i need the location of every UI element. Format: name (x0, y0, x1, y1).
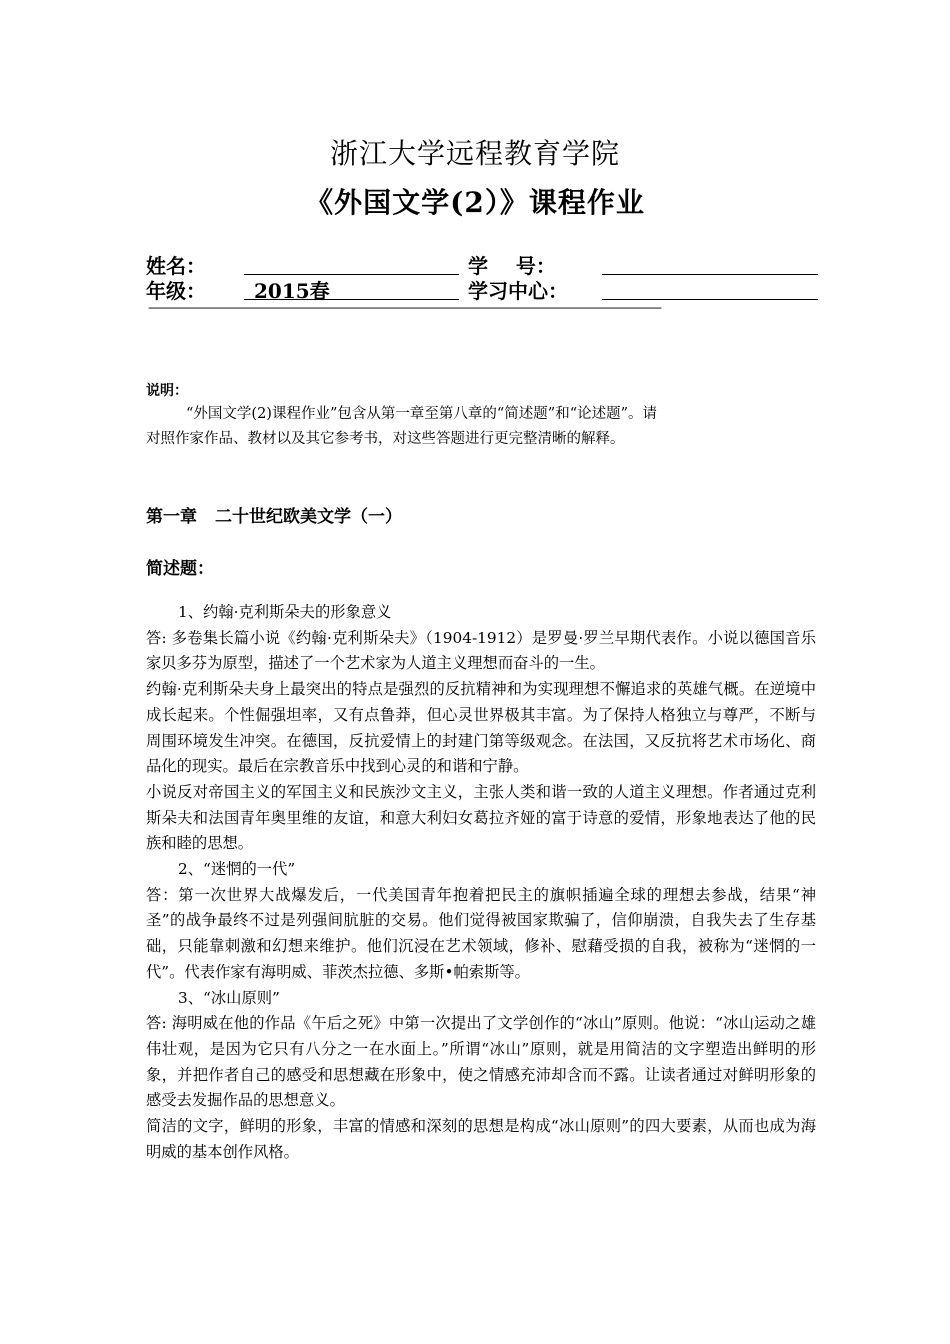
name-label: 姓名： (146, 254, 206, 278)
chapter-title: 二十世纪欧美文学（一） (215, 507, 402, 527)
dashed-divider: ————————————————————————————————————————— (148, 300, 661, 316)
answer-paragraph: 简洁的文字，鲜明的形象，丰富的情感和深刻的思想是构成“冰山原则”的四大要素，从而也成为海明威的基本创作风格。 (146, 1117, 816, 1161)
student-id-label: 学 号： (468, 254, 556, 278)
grade-value: 2015春 (254, 279, 330, 303)
institution-title: 浙江大学远程教育学院 (329, 137, 620, 170)
name-field[interactable] (244, 250, 459, 275)
answer-paragraph: 答: 海明威在他的作品《午后之死》中第一次提出了文学创作的“冰山”原则。他说：“冰山运动之雄伟壮观，是因为它只有八分之一在水面上。”所谓“冰山”原则，就是用简洁的文字塑造出鲜明的形象，并把作者自己的感受和思想藏在形象中，使之情感充沛却含而不露。让读者通过对鲜明形象的感受去发掘作品的思想意义。 (146, 1014, 816, 1110)
study-center-label: 学习中心： (468, 279, 568, 303)
answer-paragraph: 答: 多卷集长篇小说《约翰·克利斯朵夫》（1904-1912）是罗曼·罗兰早期代表作。小说以德国音乐家贝多芬为原型，描述了一个艺术家为人道主义理想而奋斗的一生。 (146, 628, 816, 673)
note-text (146, 402, 796, 452)
study-center-field[interactable] (602, 275, 818, 300)
grade-label: 年级： (146, 279, 206, 303)
question-title: 3、“冰山原则” (178, 988, 280, 1007)
name-row (146, 250, 826, 278)
grade-row (146, 275, 826, 303)
student-id-field[interactable] (602, 250, 818, 275)
course-title: 《外国文学(2）》课程作业 (305, 186, 645, 219)
chapter-heading (146, 502, 402, 527)
chapter-number: 第一章 (146, 507, 197, 527)
question-title: 1、约翰·克利斯朵夫的形象意义 (178, 603, 392, 621)
answer-paragraph: 答：第一次世界大战爆发后，一代美国青年抱着把民主的旗帜插遍全球的理想去参战，结果“神圣”的战争最终不过是列强间肮脏的交易。他们觉得被国家欺骗了，信仰崩溃，自我失去了生存基础，只能靠刺激和幻想来维护。他们沉浸在艺术领域，修补、慰藉受损的自我，被称为“迷惘的一代”。代表作家有海明威、菲茨杰拉德、多斯•帕索斯等。 (146, 885, 816, 981)
answers-body (146, 600, 816, 1165)
answer-paragraph: 约翰·克利斯朵夫身上最突出的特点是强烈的反抗精神和为实现理想不懈追求的英雄气概。在逆境中成长起来。个性倔强坦率，又有点鲁莽，但心灵世界极其丰富。为了保持人格独立与尊严，不断与周围环境发生冲突。在德国，反抗爱情上的封建门第等级观念。在法国，又反抗将艺术市场化、商品化的现实。最后在宗教音乐中找到心灵的和谐和宁静。 (146, 680, 816, 776)
section-heading: 简述题： (146, 559, 214, 579)
answer-paragraph: 小说反对帝国主义的军国主义和民族沙文主义，主张人类和谐一致的人道主义理想。作者通过克利斯朵夫和法国青年奥里维的友谊，和意大利妇女葛拉齐娅的富于诗意的爱情，形象地表达了他的民族和睦的思想。 (146, 782, 816, 853)
question-title: 2、“迷惘的一代” (178, 860, 296, 879)
note-heading: 说明： (146, 383, 188, 399)
note-line: “外国文学(2)课程作业”包含从第一章至第八章的“简述题”和“论述题”。请 (186, 406, 658, 422)
note-line: 对照作家作品、教材以及其它参考书，对这些答题进行更完整清晰的解释。 (146, 431, 625, 447)
